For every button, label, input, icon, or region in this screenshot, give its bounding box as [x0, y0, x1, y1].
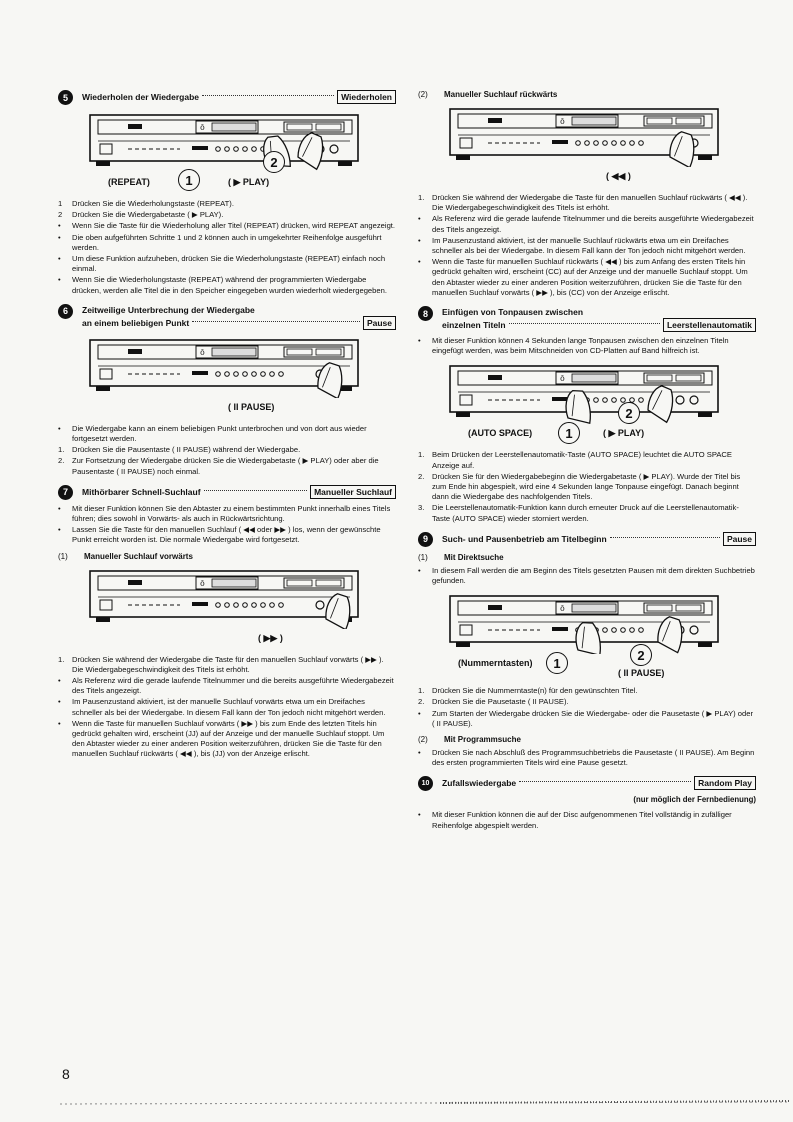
- subsection-title: Mit Direktsuche: [444, 552, 504, 562]
- section-repeat: [58, 90, 396, 296]
- list-item: • Mit dieser Funktion können die auf der Disc aufgenommenen Titel vollständig in zufälliger Reihenfolge abgespielt werden.: [418, 810, 732, 830]
- instruction-list: [418, 336, 756, 356]
- section-header: [418, 306, 756, 332]
- list-item: 1. Drücken Sie die Pausentaste ( II PAUSE) während der Wiedergabe.: [58, 445, 301, 455]
- dot-leader: [192, 321, 360, 322]
- section-manual-search-reverse: [418, 90, 756, 298]
- left-column: [58, 90, 396, 768]
- section-number-badge: 6: [58, 304, 73, 319]
- subsection-header: [418, 90, 756, 99]
- section-title-line1: Zeitweilige Unterbrechung der Wiedergabe: [82, 304, 255, 315]
- list-item: 3. Die Leerstellenautomatik-Funktion kann durch erneuter Druck auf die Leerstellenautomatik-Taste (AUTO SPACE) wieder storniert werden.: [418, 503, 739, 523]
- list-item: 1. Beim Drücken der Leerstellenautomatik-Taste (AUTO SPACE) leuchtet die AUTO SPACE Anzeige auf.: [418, 450, 732, 470]
- list-item: 2. Drücken Sie die Pausetaste ( II PAUSE).: [418, 697, 569, 707]
- list-item: • Im Pausenzustand aktiviert, ist der manuelle Suchlauf rückwärts etwa um ein Dreifaches schneller als bei der Wiedergabe. In diesem Fall kann der Ton jedoch nicht mitgehört werden.: [418, 235, 746, 256]
- cd-player-illustration: [88, 111, 368, 173]
- subsection-title: Manueller Suchlauf rückwärts: [444, 90, 558, 99]
- instruction-list: [418, 566, 756, 586]
- illustration-caption: [58, 629, 396, 651]
- section-header: [58, 485, 396, 500]
- instruction-list: [58, 424, 396, 477]
- dot-leader: [519, 781, 691, 782]
- cd-player-illustration: [448, 592, 728, 654]
- list-item: • Wenn Sie die Taste für die Wiederholung aller Titel (REPEAT) drücken, wird REPEAT angezeigt.: [58, 221, 396, 231]
- cd-player-drawing: [448, 105, 728, 167]
- list-item: • Wenn die Taste für manuellen Suchlauf rückwärts ( ◀◀ ) bis zum Anfang des ersten Titels hin gedrückt gehalten wird, erscheint (CC) auf der Anzeige und der manuelle Suchlauf stoppt. Um den Abtaster wieder zu einer anderen Position weiterzuführen, drücken Sie die Taste für den manuellen Suchlauf vorwärts ( ▶▶ ), bis (CC) von der Anzeige erlischt.: [418, 257, 748, 297]
- section-manual-search: [58, 485, 396, 760]
- section-pause: [58, 304, 396, 477]
- section-title: Such- und Pausenbetrieb am Titelbeginn: [442, 533, 607, 544]
- section-header: [418, 532, 756, 547]
- section-search-pause: [418, 532, 756, 769]
- caption-play: ( ▶ PLAY): [228, 177, 270, 187]
- list-item: 1. Drücken Sie während der Wiedergabe die Taste für den manuellen Suchlauf rückwärts ( ◀◀ ). Die Wiedergabegeschwindigkeit des Titels ist erhöht.: [418, 193, 748, 213]
- list-item: • Wenn die Taste für manuellen Suchlauf vorwärts ( ▶▶ ) bis zum Ende des letzten Titels hin gedrückt gehalten wird, erscheint (JJ) auf der Anzeige und der manuelle Suchlauf stoppt. Um den Abtaster wieder zu einer anderen Position weiterzuführen, drücken Sie die Taste für den manuellen Suchlauf rückwärts ( ◀◀ ), bis (JJ) von der Anzeige erlischt.: [58, 718, 385, 759]
- subsection-number: (2): [418, 90, 428, 99]
- step-circle-2: 2: [618, 402, 640, 424]
- section-title-line1: Einfügen von Tonpausen zwischen: [442, 307, 584, 318]
- illustration-caption: [418, 167, 756, 189]
- list-item: • Die Wiedergabe kann an einem beliebigen Punkt unterbrochen und von dort aus wieder fortgesetzt werden.: [58, 423, 367, 444]
- section-auto-space: [418, 306, 756, 524]
- illustration-caption: [418, 405, 756, 446]
- list-item: • Mit dieser Funktion können Sie den Abtaster zu einem bestimmten Punkt innerhalb eines Titels führen; dies sowohl in Vorwärts- als auch in Rückwärtsrichtung.: [58, 503, 391, 524]
- list-item: • Im Pausenzustand aktiviert, ist der manuelle Suchlauf vorwärts etwa um ein Dreifaches schneller als bei der Wiedergabe. In diesem Fall kann der Ton jedoch nicht mitgehört werden.: [58, 697, 386, 717]
- function-label-box: Pause: [363, 316, 396, 330]
- illustration-caption: [58, 398, 396, 420]
- cd-player-illustration: [88, 336, 368, 398]
- dot-leader: [202, 95, 334, 96]
- subsection-number: (1): [58, 551, 68, 561]
- instruction-list: [418, 810, 756, 830]
- list-item: 2 Drücken Sie die Wiedergabetaste ( ▶ PLAY).: [58, 210, 224, 220]
- cd-player-illustration: [88, 567, 368, 629]
- instruction-list: [58, 504, 396, 546]
- cd-player-drawing: [88, 567, 368, 629]
- instruction-list: [58, 655, 396, 760]
- list-item: • Als Referenz wird die gerade laufende Titelnummer und die bereits ausgeführte Wiedergabezeit des Titels angezeigt.: [58, 676, 394, 696]
- section-header: [418, 776, 756, 791]
- caption-reverse: ( ◀◀ ): [606, 171, 631, 181]
- step-circle-2: 2: [630, 644, 652, 666]
- step-circle-2: 2: [263, 151, 285, 173]
- caption-pause: ( II PAUSE): [618, 668, 665, 679]
- function-label-box: Random Play: [694, 776, 756, 790]
- step-circle-1: 1: [558, 422, 580, 444]
- step-list: [418, 450, 756, 523]
- list-item: 2. Drücken Sie für den Wiedergabebeginn die Wiedergabetaste ( ▶ PLAY). Wurde der Titel bis zum Ende hin abgespielt, wird eine 4 Sekunden lange Tonpause eingefügt. Danach beginnt dann die Wiedergabe des nachfolgenden Titels.: [418, 471, 741, 502]
- caption-number-keys: (Nummerntasten): [458, 658, 533, 669]
- dot-leader: [509, 323, 660, 324]
- cd-player-illustration: [448, 105, 728, 167]
- section-number-badge: 7: [58, 485, 73, 500]
- section-number-badge: 5: [58, 90, 73, 105]
- section-number-badge: 9: [418, 532, 433, 547]
- cd-player-drawing: [88, 336, 368, 398]
- step-list: [418, 686, 756, 729]
- list-item: • Mit dieser Funktion können 4 Sekunden lange Tonpausen zwischen den einzelnen Titeln eingefügt werden, was beim Mitschneiden von CD-Platten auf Band hilfreich ist.: [418, 336, 729, 356]
- caption-auto-space: (AUTO SPACE): [468, 428, 533, 439]
- caption-play: ( ▶ PLAY): [603, 428, 645, 439]
- list-item: • In diesem Fall werden die am Beginn des Titels gesetzten Pausen mit dem direkten Suchbetrieb gefunden.: [418, 565, 755, 586]
- list-item: 2. Zur Fortsetzung der Wiedergabe drücken Sie die Wiedergabetaste ( ▶ PLAY) oder aber die Pausentaste ( II PAUSE) noch einmal.: [58, 456, 379, 476]
- step-circle-1: 1: [546, 652, 568, 674]
- section-title: Zufallswiedergabe: [442, 778, 517, 789]
- subsection-header: [58, 552, 396, 561]
- section-number-badge: 10: [418, 776, 433, 791]
- subsection-title: Manueller Suchlauf vorwärts: [84, 551, 193, 561]
- subsection-number: (1): [418, 552, 428, 562]
- caption-forward: ( ▶▶ ): [258, 632, 283, 643]
- section-header: [58, 304, 396, 330]
- caption-repeat: (REPEAT): [108, 177, 150, 187]
- list-item: 1 Drücken Sie die Wiederholungstaste (REPEAT).: [58, 199, 234, 208]
- instruction-list: [58, 199, 396, 296]
- cd-player-illustration: [448, 362, 728, 424]
- list-item: • Lassen Sie die Taste für den manuellen Suchlauf ( ◀◀ oder ▶▶ ) los, wenn der gewünschte Punkt erreicht worden ist. Die normale Wiedergabe wird fortgesetzt.: [58, 525, 381, 545]
- cd-player-drawing: [448, 592, 728, 654]
- subsection-header: [418, 735, 756, 744]
- list-item: • Wenn Sie die Wiederholungstaste (REPEAT) während der programmierten Wiedergabe drücken, werden alle Titel die in den Speicher eingegeben wurden wiederholt wiedergegeben.: [58, 275, 387, 295]
- instruction-list: [418, 193, 756, 298]
- page-number: 8: [62, 1066, 70, 1082]
- list-item: • Drücken Sie nach Abschluß des Programmsuchbetriebs die Pausetaste ( II PAUSE). Am Beginn des ersten programmierten Titels wird eine Pause gesetzt.: [418, 748, 755, 768]
- subsection-title: Mit Programmsuche: [444, 735, 521, 745]
- function-label-box: Leerstellenautomatik: [663, 318, 756, 332]
- caption-pause: ( II PAUSE): [228, 401, 275, 412]
- cd-player-drawing: [88, 111, 368, 173]
- dot-leader: [610, 537, 720, 538]
- section-title-line2: einzelnen Titeln: [442, 320, 506, 331]
- section-title: Mithörbarer Schnell-Suchlauf: [82, 486, 201, 497]
- list-item: 1. Drücken Sie die Nummerntaste(n) für den gewünschten Titel.: [418, 686, 638, 696]
- illustration-caption: [58, 154, 396, 195]
- function-label-box: Wiederholen: [337, 90, 396, 104]
- illustration-caption: [418, 647, 756, 682]
- section-number-badge: 8: [418, 306, 433, 321]
- section-header: [58, 90, 396, 105]
- dot-leader: [204, 490, 308, 491]
- scan-noise-strip: [60, 1098, 790, 1108]
- function-label-box: Pause: [723, 532, 756, 546]
- section-title-line2: an einem beliebigen Punkt: [82, 317, 190, 328]
- step-circle-1: 1: [178, 169, 200, 191]
- subsection-header: [418, 553, 756, 562]
- list-item: • Um diese Funktion aufzuheben, drücken Sie die Wiederholungstaste (REPEAT) einfach noch einmal.: [58, 254, 386, 274]
- instruction-list: [418, 748, 756, 768]
- list-item: • Zum Starten der Wiedergabe drücken Sie die Wiedergabe- oder die Pausetaste ( ▶ PLAY) oder ( II PAUSE).: [418, 708, 754, 728]
- list-item: 1. Drücken Sie während der Wiedergabe die Taste für den manuellen Suchlauf vorwärts ( ▶▶ ). Die Wiedergabegeschwindigkeit des Titels ist erhöht.: [58, 654, 384, 674]
- right-column: [418, 90, 756, 839]
- function-label-box: Manueller Suchlauf: [310, 485, 396, 499]
- section-random-play: [418, 776, 756, 830]
- list-item: • Als Referenz wird die gerade laufende Titelnummer und die bereits ausgeführte Wiedergabezeit des Titels angezeigt.: [418, 214, 754, 234]
- cd-player-drawing: [448, 362, 728, 424]
- section-title: Wiederholen der Wiedergabe: [82, 92, 199, 102]
- list-item: • Die oben aufgeführten Schritte 1 und 2 können auch in umgekehrter Reihenfolge ausgeführt werden.: [58, 232, 382, 252]
- remote-only-note: (nur möglich der Fernbedienung): [633, 795, 756, 805]
- subsection-number: (2): [418, 735, 428, 745]
